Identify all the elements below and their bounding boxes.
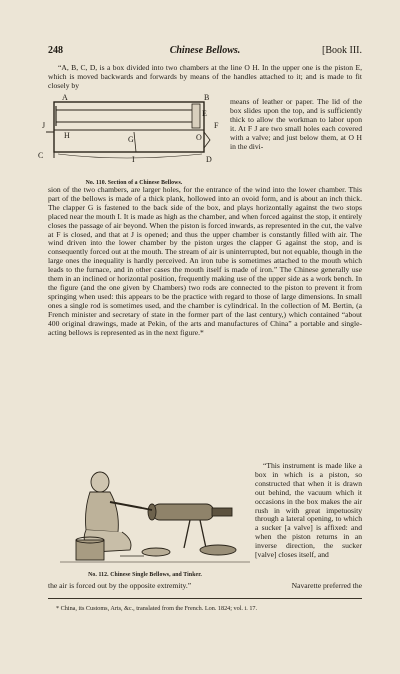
closing-line-left: the air is forced out by the opposite extremity.” [48,581,192,590]
running-header [48,45,362,59]
fig-label-a: A [62,93,68,102]
figure-bellows-section [34,92,224,170]
closing-line-right: Navarette preferred the [291,581,362,590]
fig-label-c: C [38,151,44,160]
footnote: * China, its Customs, Arts, &c., translated from the French. Lon. 1824; vol. i. 17. [56,605,258,612]
quotation-block [255,462,362,560]
footnote-rule [48,598,362,599]
fig-label-g: G [128,135,134,144]
fig-label-f: F [214,121,219,130]
fig-label-h: H [64,131,70,140]
closing-line [48,582,362,591]
figure-2-caption: No. 112. Chinese Single Bellows, and Tinker. [88,572,202,578]
fig-label-e: E [202,109,207,118]
paragraph-main: sion of the two chambers, are larger holes, for the entrance of the wind into the lower chamber. This part of the bellows is made of a thick plank, hollowed into an ovoid form, and is about an inch thick. The clapper G is fastened to the back side of the box, and plays horizontally against the two stops placed near the mouth I. It is made as high as the chamber, and when forced against the stop, it entirely closes the passage of air beyond. When the piston is forced inwards, as represented in the cut, the valve at F is closed, and that at J is opened; and thus the upper chamber is constantly filled with air. The wind driven into the lower chamber by the piston urges the clapper G against the stop, and is consequently forced out at the mouth. The stream of air is uninterrupted, but not equable, though in the large ones the inequality is hardly perceived. An iron tube is sometimes attached to the mouth which leads to the furnace, and in other cases the mouth itself is made of iron.” The Chinese generally use them in an inclined or horizontal position, frequently making use of the upper side as a work bench. In the figure (and the one given by Chambers) two rods are connected to the piston to prevent it from springing when used: this appears to be the practice with regard to those of large dimensions. In small ones a single rod is sometimes used, and the chamber is cylindrical. In the collection of M. Bertin, (a French minister and secretary of state in the former part of the last century,) which contained “about 400 original drawings, made at Pekin, of the arts and manufactures of China” a portable and single-acting bellows is represented as in the next figure.* [48,185,362,337]
fig-label-b: B [204,93,210,102]
running-title: Chinese Bellows. [169,45,241,56]
fig-label-i: I [132,155,135,164]
figure-single-bellows-tinker [60,460,250,570]
fig-label-o: O [196,133,202,142]
page-number: 248 [48,45,63,56]
fig-label-d: D [206,155,212,164]
paragraph-intro: “A, B, C, D, is a box divided into two chambers at the line O H. In the upper one is the piston E, which is moved backwards and forwards by means of the handles attached to it; and is made to fit closely by [48,63,362,90]
fig-label-j: J [42,121,46,130]
paragraph-beside-figure: means of leather or paper. The lid of the box slides upon the top, and is sufficiently thick to allow the workman to labor upon it. At F J are two small holes each covered with a valve; and just below them, at O H in the divi- [230,97,362,151]
figure-1-caption: No. 110. Section of a Chinese Bellows. [85,180,183,186]
book-label: [Book III. [322,45,362,56]
quotation-text: “This instrument is made like a box in which is a piston, so constructed that when it is drawn out behind, the vacuum which it occasions in the box makes the air rush in with great impetuosity through a lateral opening, to which a sucker [a valve] is affixed: and when the piston returns in an inverse direction, the sucker [valve] closes itself, and [255,461,362,560]
